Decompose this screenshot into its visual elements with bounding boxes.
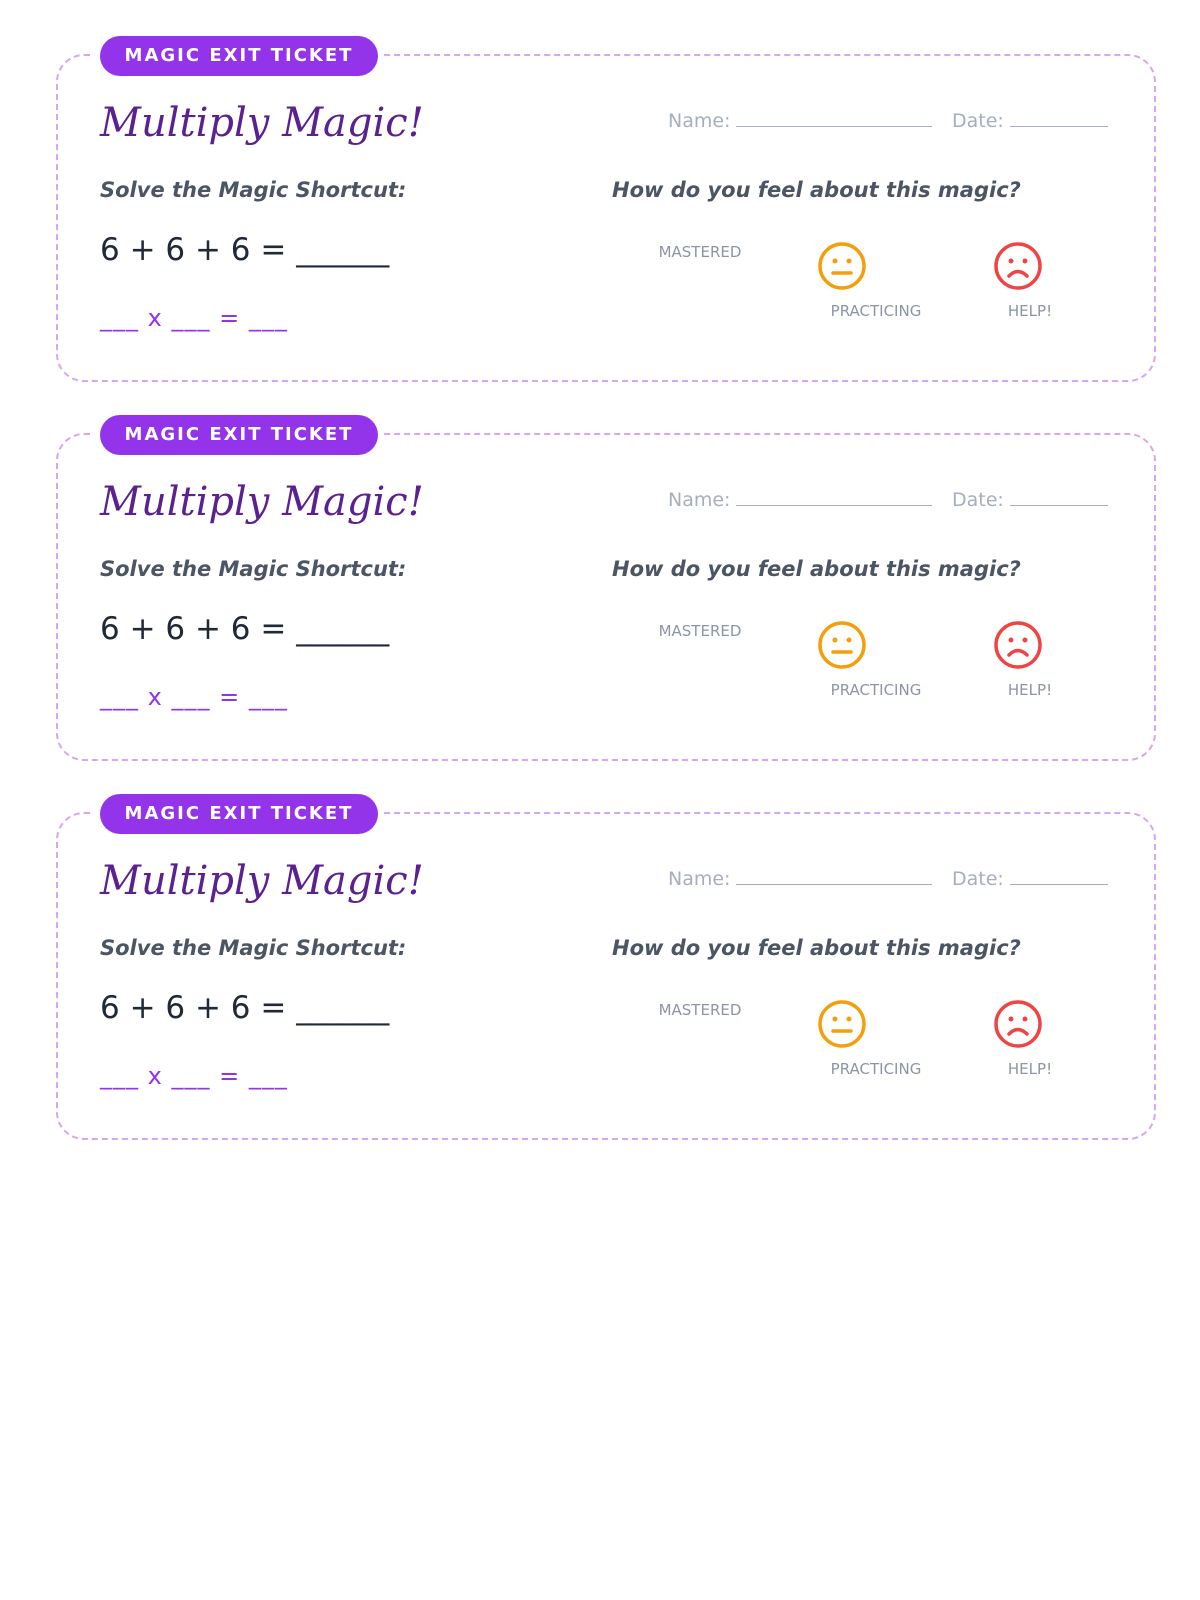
name-label: Name: bbox=[668, 489, 731, 511]
ticket-badge: MAGIC EXIT TICKET bbox=[100, 794, 378, 834]
mastered-option[interactable]: MASTERED bbox=[658, 1001, 742, 1019]
date-label: Date: bbox=[952, 489, 1004, 511]
ticket-title: Multiply Magic! bbox=[100, 858, 424, 904]
neutral-face-icon[interactable] bbox=[817, 241, 867, 291]
mastered-option[interactable]: MASTERED bbox=[658, 243, 742, 261]
help-option[interactable]: HELP! bbox=[1007, 302, 1053, 320]
addition-equation[interactable]: 6 + 6 + 6 = ______ bbox=[100, 232, 390, 268]
practicing-option[interactable]: PRACTICING bbox=[830, 1060, 922, 1078]
practicing-option[interactable]: PRACTICING bbox=[830, 681, 922, 699]
date-field[interactable] bbox=[952, 868, 1108, 890]
feeling-prompt: How do you feel about this magic? bbox=[612, 557, 1021, 581]
solve-prompt: Solve the Magic Shortcut: bbox=[100, 936, 407, 960]
date-label: Date: bbox=[952, 868, 1004, 890]
exit-ticket-1 bbox=[56, 45, 1156, 382]
solve-prompt: Solve the Magic Shortcut: bbox=[100, 557, 407, 581]
name-label: Name: bbox=[668, 110, 731, 132]
neutral-face-icon[interactable] bbox=[817, 999, 867, 1049]
exit-ticket-2 bbox=[56, 424, 1156, 761]
date-blank-line[interactable] bbox=[1010, 870, 1108, 885]
addition-equation[interactable]: 6 + 6 + 6 = ______ bbox=[100, 611, 390, 647]
sad-face-icon[interactable] bbox=[993, 241, 1043, 291]
feeling-prompt: How do you feel about this magic? bbox=[612, 178, 1021, 202]
date-label: Date: bbox=[952, 110, 1004, 132]
date-field[interactable] bbox=[952, 489, 1108, 511]
name-blank-line[interactable] bbox=[736, 870, 932, 885]
name-field[interactable] bbox=[668, 489, 932, 511]
multiplication-shortcut[interactable]: ___ x ___ = ___ bbox=[100, 304, 288, 332]
neutral-face-icon[interactable] bbox=[817, 620, 867, 670]
ticket-badge: MAGIC EXIT TICKET bbox=[100, 36, 378, 76]
name-blank-line[interactable] bbox=[736, 112, 932, 127]
name-field[interactable] bbox=[668, 110, 932, 132]
help-option[interactable]: HELP! bbox=[1007, 1060, 1053, 1078]
name-blank-line[interactable] bbox=[736, 491, 932, 506]
multiplication-shortcut[interactable]: ___ x ___ = ___ bbox=[100, 1062, 288, 1090]
help-option[interactable]: HELP! bbox=[1007, 681, 1053, 699]
practicing-option[interactable]: PRACTICING bbox=[830, 302, 922, 320]
sad-face-icon[interactable] bbox=[993, 999, 1043, 1049]
ticket-title: Multiply Magic! bbox=[100, 100, 424, 146]
feeling-prompt: How do you feel about this magic? bbox=[612, 936, 1021, 960]
date-blank-line[interactable] bbox=[1010, 112, 1108, 127]
name-label: Name: bbox=[668, 868, 731, 890]
ticket-title: Multiply Magic! bbox=[100, 479, 424, 525]
name-field[interactable] bbox=[668, 868, 932, 890]
sad-face-icon[interactable] bbox=[993, 620, 1043, 670]
mastered-option[interactable]: MASTERED bbox=[658, 622, 742, 640]
date-blank-line[interactable] bbox=[1010, 491, 1108, 506]
addition-equation[interactable]: 6 + 6 + 6 = ______ bbox=[100, 990, 390, 1026]
date-field[interactable] bbox=[952, 110, 1108, 132]
multiplication-shortcut[interactable]: ___ x ___ = ___ bbox=[100, 683, 288, 711]
ticket-badge: MAGIC EXIT TICKET bbox=[100, 415, 378, 455]
exit-ticket-3 bbox=[56, 803, 1156, 1140]
solve-prompt: Solve the Magic Shortcut: bbox=[100, 178, 407, 202]
